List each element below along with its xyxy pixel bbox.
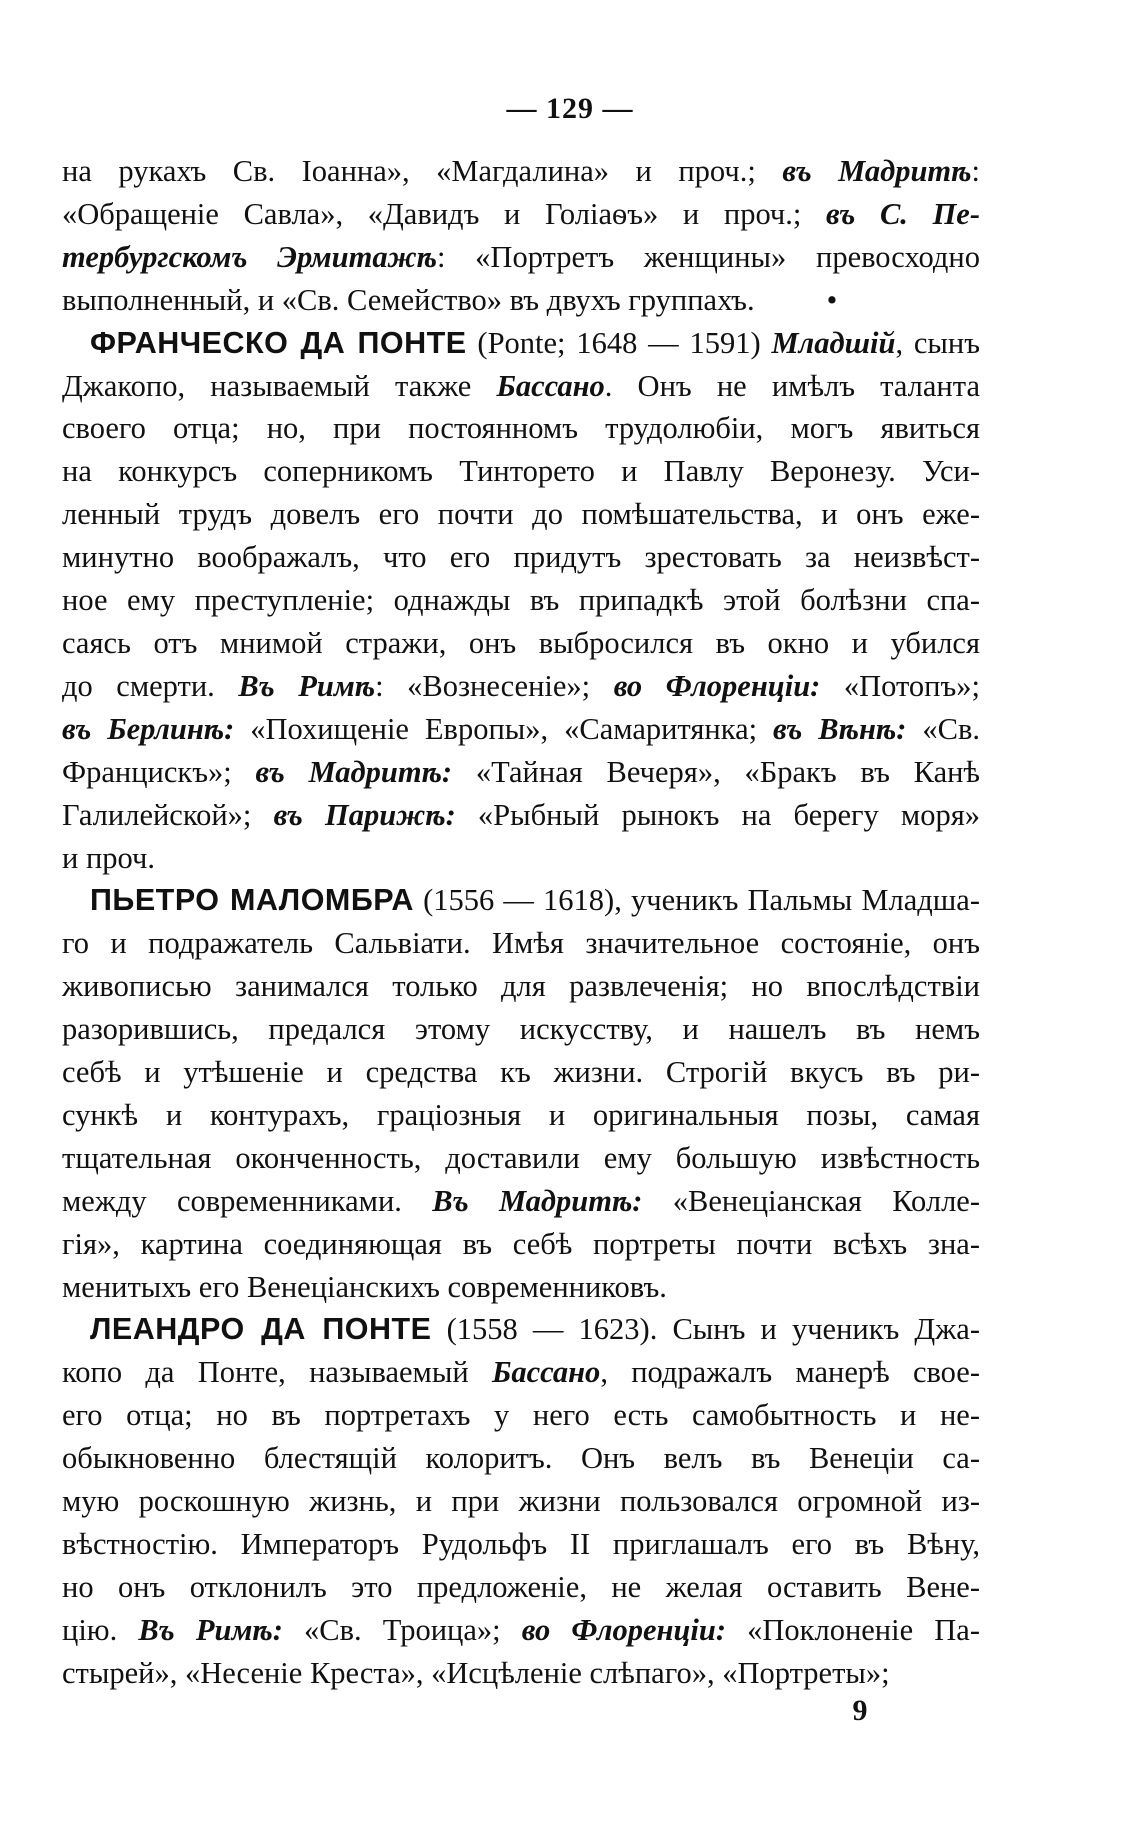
- pietro-line: [62, 965, 980, 1008]
- text-run: на конкурсъ соперникомъ Тинторето и Павлу Веронезу. Уси-: [62, 454, 980, 489]
- location-italic: во Флоренціи:: [613, 668, 821, 703]
- location-italic: въ С. Пе-: [826, 196, 980, 231]
- francesco-line: [62, 665, 980, 708]
- signature-mark: 9: [852, 1694, 868, 1727]
- text-run: но онъ отклонилъ это предложеніе, не желая оставить Вене-: [62, 1569, 980, 1604]
- text-run: :: [971, 154, 980, 188]
- leandro-line: [62, 1351, 980, 1394]
- text-run: , сынъ: [895, 325, 980, 360]
- francesco-line: [62, 407, 980, 450]
- location-italic: во Флоренціи:: [521, 1612, 726, 1647]
- artist-name: ПЬЕТРО МАЛОМБРА: [90, 883, 414, 918]
- location-italic: въ Мадритѣ: [782, 154, 972, 188]
- intro-line: [62, 150, 980, 193]
- artist-name: ЛЕАНДРО ДА ПОНТЕ: [90, 1312, 432, 1347]
- text-run: «Св.: [906, 711, 980, 746]
- intro-line: [62, 236, 980, 279]
- pietro-line: [62, 1008, 980, 1051]
- text-run: «Потопъ»;: [820, 668, 980, 703]
- text-run: (Ponte; 1648 — 1591): [466, 325, 772, 360]
- text-run: «Поклоненіе Па-: [726, 1612, 980, 1647]
- leandro-line: [62, 1308, 980, 1351]
- text-run: гія», картина соединяющая въ себѣ портреты почти всѣхъ зна-: [62, 1226, 980, 1261]
- francesco-line: [62, 450, 980, 493]
- text-run: «Рыбный рынокъ на берегу моря»: [455, 797, 980, 832]
- leandro-line: [62, 1652, 980, 1695]
- text-run: (1558 — 1623). Сынъ и ученикъ Джа-: [431, 1312, 980, 1347]
- page-number: — 129 —: [506, 92, 634, 125]
- location-italic: Въ Римѣ:: [138, 1612, 283, 1647]
- francesco-line: [62, 751, 980, 794]
- text-run: : «Вознесеніе»;: [375, 668, 614, 703]
- leandro-line: [62, 1609, 980, 1652]
- text-run: , подражалъ манерѣ свое-: [600, 1355, 981, 1390]
- text-run: обыкновенно блестящій колоритъ. Онъ велъ въ Венеціи са-: [62, 1441, 980, 1476]
- text-run: тщательная оконченность, доставили ему большую извѣстность: [62, 1140, 980, 1175]
- pietro-line: [62, 1094, 980, 1137]
- location-italic: въ Мадритѣ:: [255, 754, 453, 789]
- text-run: стырей», «Несеніе Креста», «Исцѣленіе слѣпаго», «Портреты»;: [62, 1655, 890, 1690]
- francesco-line: [62, 837, 980, 880]
- text-run: его отца; но въ портретахъ у него есть самобытность и не-: [62, 1398, 980, 1433]
- location-italic: Въ Мадритѣ:: [432, 1183, 643, 1218]
- text-run: . Онъ не имѣлъ таланта: [604, 368, 980, 403]
- location-italic: Младшій: [771, 325, 896, 360]
- francesco-line: [62, 708, 980, 751]
- location-italic: Бассано: [491, 1355, 601, 1390]
- pietro-line: [62, 1223, 980, 1266]
- text-run: на рукахъ Св. Іоанна», «Магдалина» и проч.;: [62, 154, 783, 188]
- leandro-line: [62, 1480, 980, 1523]
- stray-dot: •: [826, 282, 838, 317]
- text-run: живописью занимался только для развлеченія; но впослѣдствіи: [62, 969, 980, 1004]
- text-run: ное ему преступленіе; однажды въ припадкѣ этой болѣзни спа-: [62, 583, 980, 618]
- pietro-line: [62, 1137, 980, 1180]
- text-run: Галилейской»;: [62, 797, 274, 832]
- location-italic: Бассано: [496, 368, 605, 403]
- text-run: менитыхъ его Венеціанскихъ современниковъ.: [62, 1269, 667, 1304]
- location-italic: тербургскомъ Эрмитажѣ: [62, 239, 437, 274]
- francesco-line: [62, 622, 980, 665]
- francesco-line: [62, 536, 980, 579]
- text-run: себѣ и утѣшеніе и средства къ жизни. Строгій вкусъ въ ри-: [62, 1055, 980, 1090]
- pietro-line: [62, 879, 980, 922]
- francesco-line: [62, 322, 980, 365]
- francesco-line: [62, 365, 980, 408]
- pietro-line: [62, 1266, 980, 1309]
- francesco-line: [62, 579, 980, 622]
- text-run: Францискъ»;: [62, 754, 256, 789]
- text-run: го и подражатель Сальвіати. Имѣя значительное состояніе, онъ: [62, 926, 980, 961]
- location-italic: въ Парижѣ:: [273, 797, 456, 832]
- text-run: Джакопо, называемый также: [62, 368, 497, 403]
- leandro-line: [62, 1523, 980, 1566]
- text-run: (1556 — 1618), ученикъ Пальмы Младша-: [413, 883, 980, 918]
- text-run: и проч.: [62, 840, 155, 875]
- text-run: минутно воображалъ, что его придутъ зрестовать за неизвѣст-: [62, 540, 980, 575]
- text-run: вѣстностію. Императоръ Рудольфъ II приглашалъ его въ Вѣну,: [62, 1527, 980, 1561]
- location-italic: Въ Римѣ: [238, 668, 376, 703]
- francesco-line: [62, 794, 980, 837]
- text-run: мую роскошную жизнь, и при жизни пользовался огромной из-: [62, 1484, 980, 1519]
- intro-line: [62, 279, 980, 322]
- pietro-line: [62, 922, 980, 965]
- leandro-line: [62, 1566, 980, 1609]
- text-run: до смерти.: [62, 668, 239, 703]
- text-run: между современниками.: [62, 1183, 433, 1218]
- text-run: «Св. Троица»;: [282, 1612, 522, 1647]
- leandro-line: [62, 1394, 980, 1437]
- text-run: копо да Понте, называемый: [62, 1355, 492, 1390]
- text-run: : «Портретъ женщины» превосходно: [436, 239, 980, 274]
- page-text: [62, 150, 980, 1695]
- location-italic: въ Берлинѣ:: [62, 711, 235, 746]
- text-run: «Тайная Вечеря», «Бракъ въ Канѣ: [452, 754, 980, 789]
- text-run: «Похищеніе Европы», «Самаритянка;: [234, 711, 774, 746]
- pietro-line: [62, 1051, 980, 1094]
- text-run: разорившись, предался этому искусству, и нашелъ въ немъ: [62, 1012, 980, 1047]
- text-run: сункѣ и контурахъ, граціозныя и оригинальныя позы, самая: [62, 1097, 980, 1132]
- text-run: «Обращеніе Савла», «Давидъ и Голіаѳъ» и проч.;: [62, 196, 827, 231]
- text-run: выполненный, и «Св. Семейство» въ двухъ группахъ.: [62, 282, 755, 317]
- artist-name: ФРАНЧЕСКО ДА ПОНТЕ: [90, 325, 467, 360]
- text-run: саясь отъ мнимой стражи, онъ выбросился въ окно и убился: [62, 625, 980, 660]
- pietro-line: [62, 1180, 980, 1223]
- text-run: «Венеціанская Колле-: [642, 1183, 981, 1218]
- text-run: цію.: [62, 1612, 139, 1647]
- text-run: ленный трудъ довелъ его почти до помѣшательства, и онъ еже-: [62, 497, 980, 532]
- text-run: своего отца; но, при постоянномъ трудолюбіи, могъ явиться: [62, 411, 980, 446]
- intro-line: [62, 193, 980, 236]
- location-italic: въ Вѣнѣ:: [773, 711, 907, 746]
- leandro-line: [62, 1437, 980, 1480]
- francesco-line: [62, 493, 980, 536]
